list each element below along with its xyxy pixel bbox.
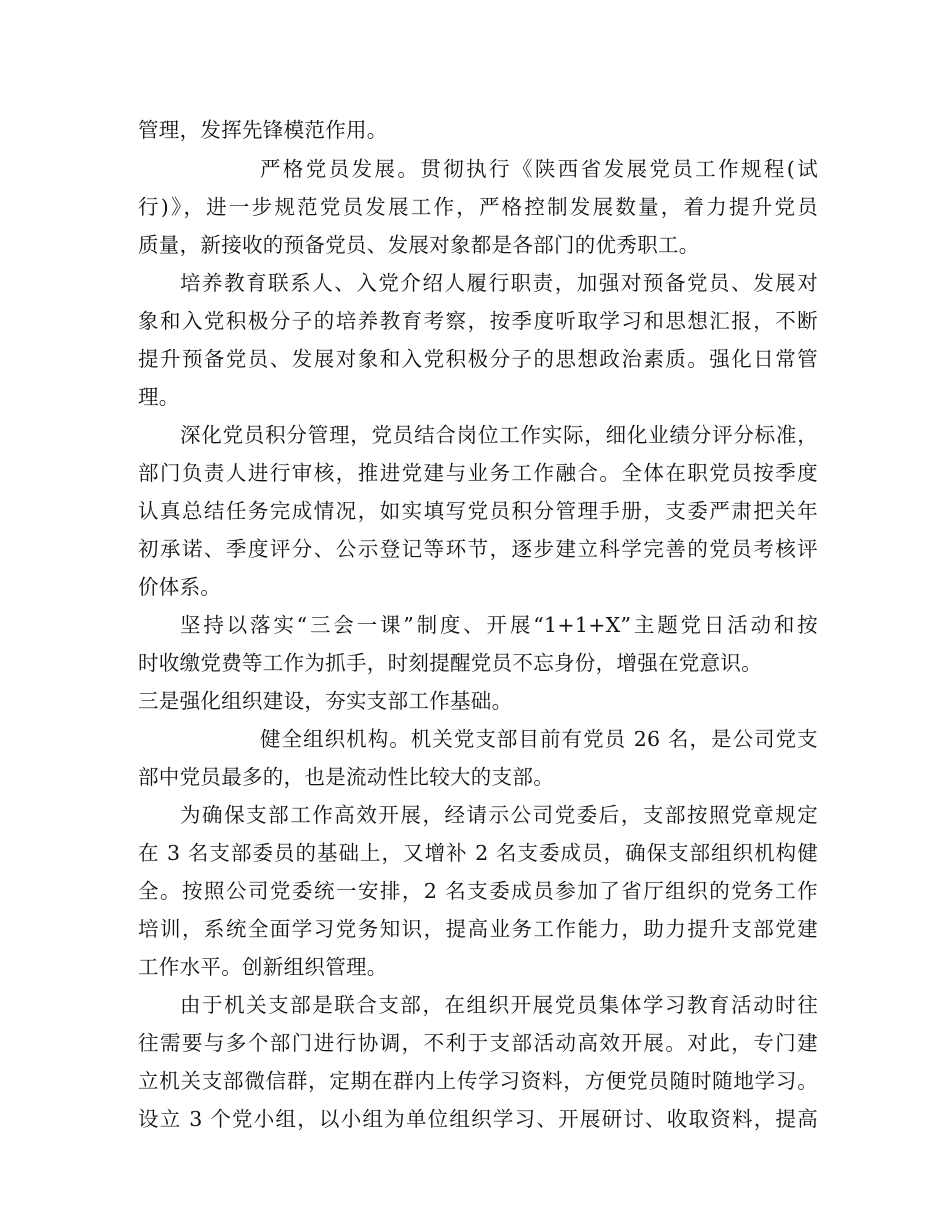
text-line: 深化党员积分管理，党员结合岗位工作实际，细化业绩分评分标准，	[180, 423, 818, 447]
text-line: 培训，系统全面学习党务知识，提高业务工作能力，助力提升支部党建	[138, 917, 818, 941]
text-line: 坚持以落实“三会一课”制度、开展“1+1+X”主题党日活动和按	[180, 613, 818, 637]
text-line: 认真总结任务完成情况，如实填写党员积分管理手册，支委严肃把关年	[138, 499, 818, 523]
text-line: 设立 3 个党小组，以小组为单位组织学习、开展研讨、收取资料，提高	[138, 1107, 818, 1131]
text-line: 立机关支部微信群，定期在群内上传学习资料，方便党员随时随地学习。	[138, 1069, 818, 1093]
text-line: 工作水平。创新组织管理。	[138, 955, 388, 979]
text-line: 三是强化组织建设，夯实支部工作基础。	[138, 689, 513, 713]
text-line: 往需要与多个部门进行协调，不利于支部活动高效开展。对此，专门建	[138, 1031, 818, 1055]
text-line: 全。按照公司党委统一安排，2 名支委成员参加了省厅组织的党务工作	[138, 879, 818, 903]
text-line: 管理，发挥先锋模范作用。	[138, 118, 388, 142]
text-line: 价体系。	[138, 575, 222, 599]
text-line: 时收缴党费等工作为抓手，时刻提醒党员不忘身份，增强在党意识。	[138, 651, 762, 675]
text-line: 培养教育联系人、入党介绍人履行职责，加强对预备党员、发展对	[180, 271, 818, 295]
text-line: 理。	[138, 385, 180, 409]
text-line: 质量，新接收的预备党员、发展对象都是各部门的优秀职工。	[138, 233, 700, 257]
text-line: 由于机关支部是联合支部，在组织开展党员集体学习教育活动时往	[180, 993, 818, 1017]
text-line: 健全组织机构。机关党支部目前有党员 26 名，是公司党支	[260, 727, 818, 751]
text-line: 在 3 名支部委员的基础上，又增补 2 名支委成员，确保支部组织机构健	[138, 841, 818, 865]
text-line: 提升预备党员、发展对象和入党积极分子的思想政治素质。强化日常管	[138, 347, 818, 371]
text-line: 行)》，进一步规范党员发展工作，严格控制发展数量，着力提升党员	[138, 195, 818, 219]
text-line: 部门负责人进行审核，推进党建与业务工作融合。全体在职党员按季度	[138, 461, 818, 485]
text-line: 部中党员最多的，也是流动性比较大的支部。	[138, 765, 554, 789]
text-line: 为确保支部工作高效开展，经请示公司党委后，支部按照党章规定	[180, 803, 818, 827]
text-line: 初承诺、季度评分、公示登记等环节，逐步建立科学完善的党员考核评	[138, 537, 818, 561]
text-line: 象和入党积极分子的培养教育考察，按季度听取学习和思想汇报，不断	[138, 309, 818, 333]
text-line: 严格党员发展。贯彻执行《陕西省发展党员工作规程(试	[260, 157, 818, 181]
